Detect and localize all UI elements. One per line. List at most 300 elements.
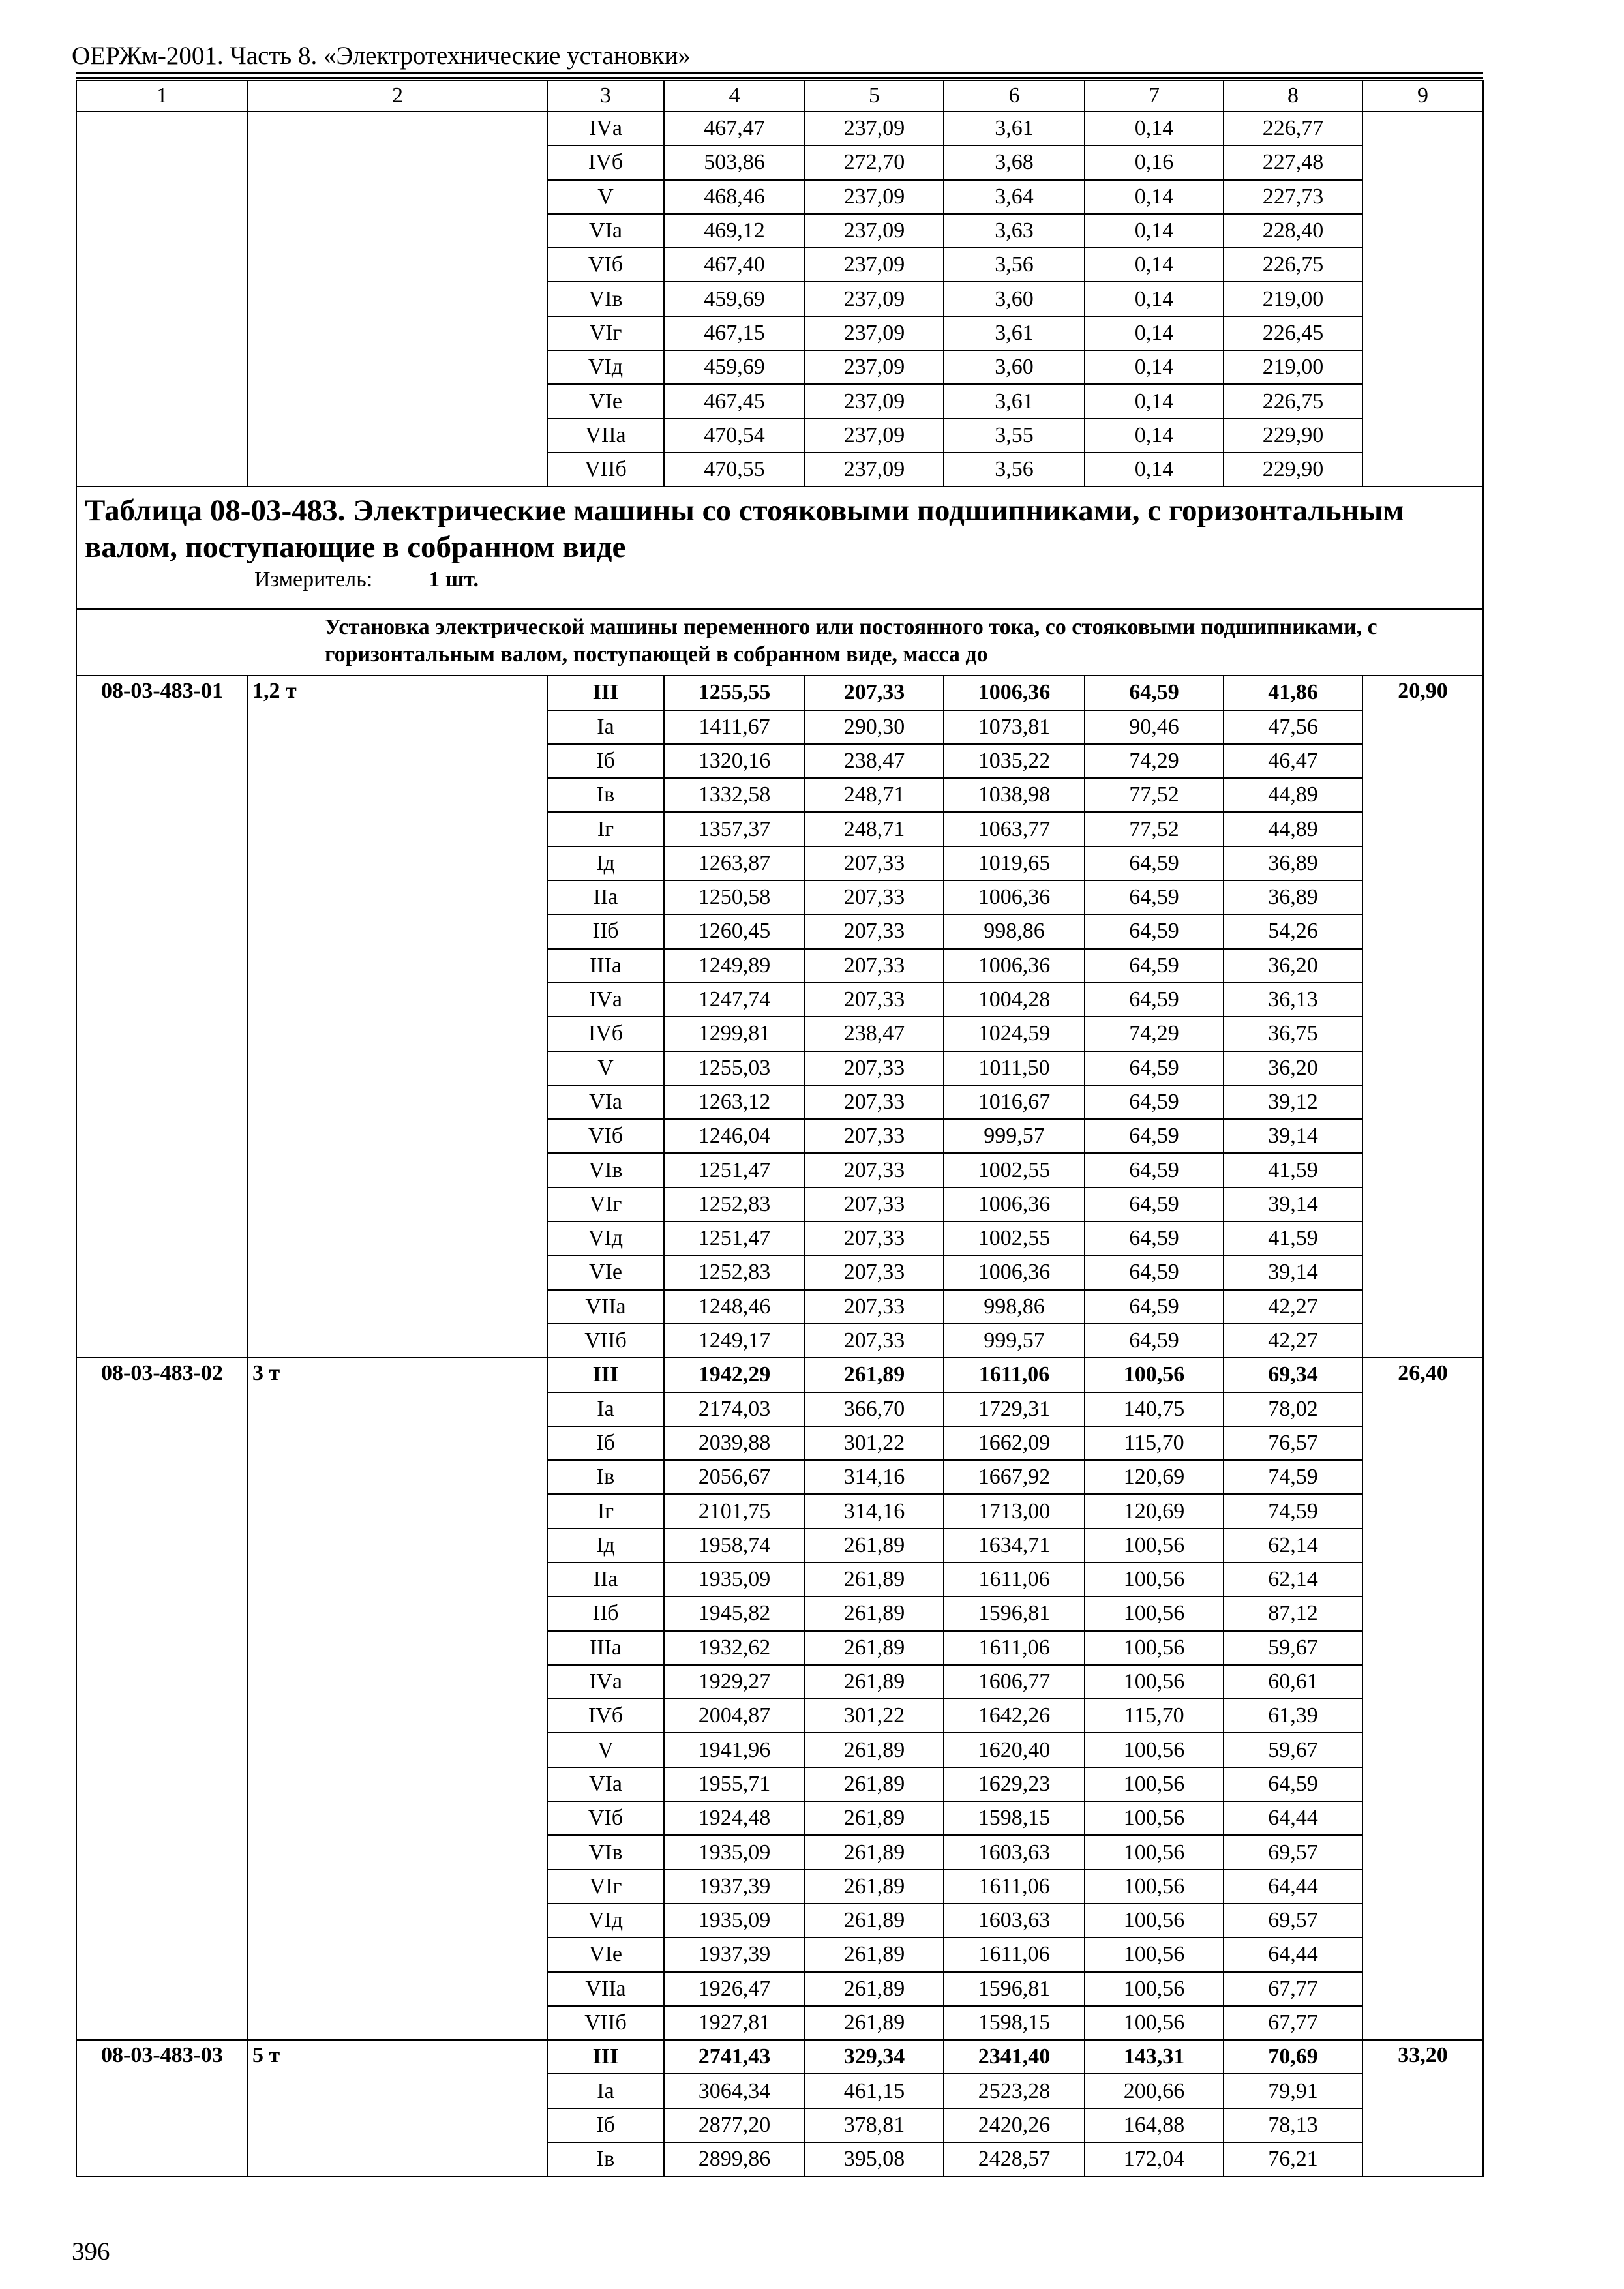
value-cell: 1357,37 (664, 812, 805, 846)
value-cell: 999,57 (944, 1324, 1085, 1358)
value-cell: 1942,29 (664, 1358, 805, 1392)
value-cell: 207,33 (805, 983, 944, 1017)
value-cell: 39,12 (1224, 1085, 1362, 1119)
value-cell: 1252,83 (664, 1255, 805, 1289)
value-cell: 1596,81 (944, 1972, 1085, 2006)
value-cell: VIб (547, 1119, 664, 1153)
measure-line (85, 565, 1476, 594)
value-cell: IVб (547, 145, 664, 179)
value-cell: 115,70 (1085, 1426, 1224, 1460)
code-cell-empty (76, 112, 248, 486)
value-cell: 140,75 (1085, 1392, 1224, 1426)
value-cell: VIIа (547, 1290, 664, 1324)
value-cell: 467,15 (664, 316, 805, 350)
value-cell: 3,68 (944, 145, 1085, 179)
value-cell: 1935,09 (664, 1835, 805, 1869)
value-cell: IIIа (547, 949, 664, 983)
value-cell: Iв (547, 2142, 664, 2176)
value-cell: 1937,39 (664, 1870, 805, 1904)
value-cell: 36,89 (1224, 880, 1362, 914)
value-cell: 1299,81 (664, 1017, 805, 1051)
value-cell: 207,33 (805, 1153, 944, 1187)
value-cell: 100,56 (1085, 1835, 1224, 1869)
value-cell: 999,57 (944, 1119, 1085, 1153)
value-cell: 1006,36 (944, 949, 1085, 983)
value-cell: 64,59 (1085, 914, 1224, 948)
value-cell: 237,09 (805, 316, 944, 350)
value-cell: 36,20 (1224, 949, 1362, 983)
value-cell: 64,59 (1085, 676, 1224, 710)
value-cell: 76,21 (1224, 2142, 1362, 2176)
value-cell: 237,09 (805, 384, 944, 418)
value-cell: 261,89 (805, 1358, 944, 1392)
value-cell: IIа (547, 1563, 664, 1596)
value-cell: 1063,77 (944, 812, 1085, 846)
value-cell: 1006,36 (944, 1188, 1085, 1221)
value-cell: 100,56 (1085, 1904, 1224, 1937)
value-cell: 1263,12 (664, 1085, 805, 1119)
page-header: ОЕРЖм-2001. Часть 8. «Электротехнические установки» (72, 42, 691, 70)
value-cell: 61,39 (1224, 1699, 1362, 1733)
value-cell: V (547, 1051, 664, 1085)
table-title: Таблица 08-03-483. Электрические машины со стояковыми подшипниками, с горизонтальным валом, поступающие в собранном виде (85, 494, 1404, 565)
value-cell: 468,46 (664, 180, 805, 214)
column-number: 8 (1224, 80, 1362, 112)
value-cell: 1263,87 (664, 846, 805, 880)
value-cell: 227,73 (1224, 180, 1362, 214)
value-cell: 1941,96 (664, 1733, 805, 1767)
value-cell: 1667,92 (944, 1460, 1085, 1494)
value-cell: 1927,81 (664, 2006, 805, 2040)
value-cell: 78,02 (1224, 1392, 1362, 1426)
value-cell: 64,59 (1085, 1290, 1224, 1324)
value-cell: 90,46 (1085, 710, 1224, 744)
value-cell: 207,33 (805, 880, 944, 914)
value-cell: VIв (547, 282, 664, 316)
value-cell: 1073,81 (944, 710, 1085, 744)
value-cell: 2004,87 (664, 1699, 805, 1733)
rate-code: 08-03-483-01 (76, 676, 248, 1358)
value-cell: 64,44 (1224, 1870, 1362, 1904)
value-cell: 41,59 (1224, 1221, 1362, 1255)
value-cell: VIд (547, 1221, 664, 1255)
value-cell: 172,04 (1085, 2142, 1224, 2176)
column-number: 1 (76, 80, 248, 112)
col9-cell-empty (1362, 112, 1483, 486)
page-number: 396 (72, 2237, 110, 2266)
value-cell: 46,47 (1224, 744, 1362, 778)
column-number: 7 (1085, 80, 1224, 112)
value-cell: 1611,06 (944, 1870, 1085, 1904)
value-cell: Iв (547, 1460, 664, 1494)
value-cell: 261,89 (805, 1801, 944, 1835)
value-cell: 261,89 (805, 1563, 944, 1596)
value-cell: 3,63 (944, 214, 1085, 248)
value-cell: 74,59 (1224, 1460, 1362, 1494)
value-cell: VIа (547, 1767, 664, 1801)
value-cell: 207,33 (805, 676, 944, 710)
value-cell: 1255,03 (664, 1051, 805, 1085)
value-cell: 1038,98 (944, 778, 1085, 812)
table-description: Установка электрической машины переменного или постоянного тока, со стояковыми подшипниками, с горизонтальным валом, поступающей в собранном виде, масса до (76, 609, 1483, 676)
value-cell: Iд (547, 846, 664, 880)
value-cell: 261,89 (805, 1665, 944, 1699)
mass-cell-empty (248, 112, 547, 486)
value-cell: 77,52 (1085, 778, 1224, 812)
value-cell: 100,56 (1085, 1358, 1224, 1392)
table-row (76, 112, 1483, 145)
column-number: 9 (1362, 80, 1483, 112)
value-cell: III (547, 676, 664, 710)
value-cell: V (547, 180, 664, 214)
value-cell: 1924,48 (664, 1801, 805, 1835)
value-cell: 36,75 (1224, 1017, 1362, 1051)
value-cell: 226,75 (1224, 248, 1362, 282)
value-cell: 2899,86 (664, 2142, 805, 2176)
value-cell: 200,66 (1085, 2074, 1224, 2108)
table-title-block (76, 486, 1483, 609)
value-cell: 998,86 (944, 914, 1085, 948)
value-cell: 2523,28 (944, 2074, 1085, 2108)
value-cell: 3,60 (944, 282, 1085, 316)
value-cell: 44,89 (1224, 778, 1362, 812)
value-cell: Iд (547, 1529, 664, 1563)
value-cell: 164,88 (1085, 2108, 1224, 2142)
value-cell: 1932,62 (664, 1631, 805, 1665)
table-row (76, 676, 1483, 710)
value-cell: 2056,67 (664, 1460, 805, 1494)
value-cell: 1006,36 (944, 1255, 1085, 1289)
value-cell: III (547, 1358, 664, 1392)
value-cell: IIа (547, 880, 664, 914)
value-cell: 0,14 (1085, 419, 1224, 453)
header-rule (76, 77, 1483, 79)
value-cell: 39,14 (1224, 1255, 1362, 1289)
value-cell: 238,47 (805, 1017, 944, 1051)
value-cell: 100,56 (1085, 1596, 1224, 1630)
value-cell: 64,59 (1085, 1153, 1224, 1187)
value-cell: 1260,45 (664, 914, 805, 948)
value-cell: 64,59 (1085, 1085, 1224, 1119)
value-cell: 100,56 (1085, 1767, 1224, 1801)
value-cell: 2420,26 (944, 2108, 1085, 2142)
value-cell: 248,71 (805, 778, 944, 812)
value-cell: 1620,40 (944, 1733, 1085, 1767)
rate-code: 08-03-483-03 (76, 2040, 248, 2176)
value-cell: 503,86 (664, 145, 805, 179)
value-cell: VIб (547, 1801, 664, 1835)
table-title-row (76, 486, 1483, 609)
value-cell: 1603,63 (944, 1835, 1085, 1869)
value-cell: 2039,88 (664, 1426, 805, 1460)
value-cell: III (547, 2040, 664, 2074)
value-cell: 3,61 (944, 112, 1085, 145)
value-cell: 0,14 (1085, 384, 1224, 418)
value-cell: 1255,55 (664, 676, 805, 710)
value-cell: IVб (547, 1699, 664, 1733)
value-cell: 64,59 (1085, 1255, 1224, 1289)
value-cell: 1006,36 (944, 880, 1085, 914)
value-cell: 237,09 (805, 180, 944, 214)
value-cell: 0,14 (1085, 112, 1224, 145)
value-cell: 0,14 (1085, 453, 1224, 486)
value-cell: 2101,75 (664, 1494, 805, 1528)
value-cell: 3,64 (944, 180, 1085, 214)
value-cell: Iб (547, 1426, 664, 1460)
value-cell: 261,89 (805, 1972, 944, 2006)
value-cell: 1729,31 (944, 1392, 1085, 1426)
value-cell: 226,75 (1224, 384, 1362, 418)
value-cell: 2877,20 (664, 2108, 805, 2142)
value-cell: 64,59 (1085, 1188, 1224, 1221)
value-cell: 1598,15 (944, 1801, 1085, 1835)
col9-value: 20,90 (1362, 676, 1483, 1358)
value-cell: IIб (547, 1596, 664, 1630)
value-cell: 1935,09 (664, 1904, 805, 1937)
value-cell: 120,69 (1085, 1460, 1224, 1494)
value-cell: VIIа (547, 419, 664, 453)
column-number: 2 (248, 80, 547, 112)
value-cell: 207,33 (805, 1119, 944, 1153)
value-cell: 42,27 (1224, 1324, 1362, 1358)
value-cell: 69,57 (1224, 1904, 1362, 1937)
value-cell: 74,29 (1085, 1017, 1224, 1051)
value-cell: 1596,81 (944, 1596, 1085, 1630)
value-cell: 36,20 (1224, 1051, 1362, 1085)
value-cell: 2741,43 (664, 2040, 805, 2074)
value-cell: 467,40 (664, 248, 805, 282)
value-cell: 459,69 (664, 350, 805, 384)
mass-limit: 5 т (248, 2040, 547, 2176)
value-cell: 64,59 (1085, 1221, 1224, 1255)
value-cell: 1603,63 (944, 1904, 1085, 1937)
value-cell: VIе (547, 1937, 664, 1971)
value-cell: 366,70 (805, 1392, 944, 1426)
value-cell: 1611,06 (944, 1937, 1085, 1971)
value-cell: 207,33 (805, 1324, 944, 1358)
value-cell: 1411,67 (664, 710, 805, 744)
value-cell: 1246,04 (664, 1119, 805, 1153)
value-cell: 3,60 (944, 350, 1085, 384)
value-cell: 248,71 (805, 812, 944, 846)
value-cell: 1634,71 (944, 1529, 1085, 1563)
value-cell: 261,89 (805, 1767, 944, 1801)
value-cell: VIг (547, 1870, 664, 1904)
value-cell: 1006,36 (944, 676, 1085, 710)
column-number: 5 (805, 80, 944, 112)
value-cell: 1662,09 (944, 1426, 1085, 1460)
value-cell: 36,13 (1224, 983, 1362, 1017)
value-cell: 237,09 (805, 248, 944, 282)
value-cell: 207,33 (805, 1085, 944, 1119)
value-cell: VIд (547, 350, 664, 384)
value-cell: VIв (547, 1153, 664, 1187)
value-cell: VIб (547, 248, 664, 282)
value-cell: 60,61 (1224, 1665, 1362, 1699)
value-cell: VIе (547, 1255, 664, 1289)
value-cell: 1002,55 (944, 1221, 1085, 1255)
value-cell: 237,09 (805, 350, 944, 384)
value-cell: 207,33 (805, 1221, 944, 1255)
value-cell: 44,89 (1224, 812, 1362, 846)
value-cell: 62,14 (1224, 1529, 1362, 1563)
value-cell: 301,22 (805, 1426, 944, 1460)
value-cell: VIе (547, 384, 664, 418)
value-cell: 1606,77 (944, 1665, 1085, 1699)
value-cell: Iг (547, 812, 664, 846)
value-cell: VIIб (547, 453, 664, 486)
value-cell: 1611,06 (944, 1358, 1085, 1392)
value-cell: 1016,67 (944, 1085, 1085, 1119)
value-cell: 207,33 (805, 1188, 944, 1221)
value-cell: 207,33 (805, 949, 944, 983)
value-cell: 0,14 (1085, 214, 1224, 248)
value-cell: 100,56 (1085, 1870, 1224, 1904)
value-cell: 207,33 (805, 1051, 944, 1085)
value-cell: 59,67 (1224, 1631, 1362, 1665)
value-cell: 0,14 (1085, 282, 1224, 316)
value-cell: 1598,15 (944, 2006, 1085, 2040)
value-cell: IIб (547, 914, 664, 948)
value-cell: 64,59 (1085, 1051, 1224, 1085)
value-cell: 227,48 (1224, 145, 1362, 179)
value-cell: 219,00 (1224, 282, 1362, 316)
value-cell: 1251,47 (664, 1153, 805, 1187)
value-cell: 39,14 (1224, 1188, 1362, 1221)
value-cell: 1955,71 (664, 1767, 805, 1801)
value-cell: 59,67 (1224, 1733, 1362, 1767)
value-cell: 229,90 (1224, 419, 1362, 453)
value-cell: 1011,50 (944, 1051, 1085, 1085)
value-cell: 67,77 (1224, 2006, 1362, 2040)
value-cell: 1249,17 (664, 1324, 805, 1358)
value-cell: 41,86 (1224, 676, 1362, 710)
value-cell: 1332,58 (664, 778, 805, 812)
value-cell: 228,40 (1224, 214, 1362, 248)
value-cell: VIв (547, 1835, 664, 1869)
value-cell: 329,34 (805, 2040, 944, 2074)
value-cell: 115,70 (1085, 1699, 1224, 1733)
value-cell: 64,59 (1085, 1324, 1224, 1358)
value-cell: IVб (547, 1017, 664, 1051)
value-cell: 64,59 (1085, 949, 1224, 983)
measure-value: 1 шт. (429, 567, 479, 592)
value-cell: 41,59 (1224, 1153, 1362, 1187)
value-cell: 2341,40 (944, 2040, 1085, 2074)
value-cell: 1024,59 (944, 1017, 1085, 1051)
value-cell: V (547, 1733, 664, 1767)
value-cell: Iв (547, 778, 664, 812)
value-cell: 459,69 (664, 282, 805, 316)
value-cell: 100,56 (1085, 1937, 1224, 1971)
value-cell: VIг (547, 316, 664, 350)
value-cell: 64,44 (1224, 1801, 1362, 1835)
value-cell: 1629,23 (944, 1767, 1085, 1801)
value-cell: 261,89 (805, 1733, 944, 1767)
value-cell: Iа (547, 710, 664, 744)
value-cell: 3064,34 (664, 2074, 805, 2108)
value-cell: VIIб (547, 2006, 664, 2040)
value-cell: 47,56 (1224, 710, 1362, 744)
value-cell: 67,77 (1224, 1972, 1362, 2006)
value-cell: 1929,27 (664, 1665, 805, 1699)
value-cell: VIIа (547, 1972, 664, 2006)
value-cell: 1935,09 (664, 1563, 805, 1596)
value-cell: 39,14 (1224, 1119, 1362, 1153)
value-cell: 100,56 (1085, 1563, 1224, 1596)
value-cell: 1035,22 (944, 744, 1085, 778)
value-cell: 100,56 (1085, 1631, 1224, 1665)
value-cell: 0,14 (1085, 248, 1224, 282)
value-cell: 261,89 (805, 1870, 944, 1904)
value-cell: 120,69 (1085, 1494, 1224, 1528)
value-cell: 64,59 (1085, 880, 1224, 914)
value-cell: 100,56 (1085, 1733, 1224, 1767)
value-cell: 1945,82 (664, 1596, 805, 1630)
value-cell: 1958,74 (664, 1529, 805, 1563)
value-cell: Iа (547, 1392, 664, 1426)
value-cell: 226,45 (1224, 316, 1362, 350)
value-cell: Iб (547, 2108, 664, 2142)
value-cell: 100,56 (1085, 1665, 1224, 1699)
value-cell: 301,22 (805, 1699, 944, 1733)
value-cell: 395,08 (805, 2142, 944, 2176)
value-cell: 261,89 (805, 1937, 944, 1971)
value-cell: 261,89 (805, 1904, 944, 1937)
value-cell: 0,14 (1085, 316, 1224, 350)
value-cell: 219,00 (1224, 350, 1362, 384)
col9-value: 33,20 (1362, 2040, 1483, 2176)
value-cell: IVа (547, 1665, 664, 1699)
value-cell: 1248,46 (664, 1290, 805, 1324)
value-cell: 314,16 (805, 1460, 944, 1494)
value-cell: 1004,28 (944, 983, 1085, 1017)
value-cell: 3,56 (944, 248, 1085, 282)
value-cell: 470,54 (664, 419, 805, 453)
value-cell: 69,34 (1224, 1358, 1362, 1392)
value-cell: VIд (547, 1904, 664, 1937)
value-cell: 378,81 (805, 2108, 944, 2142)
value-cell: 143,31 (1085, 2040, 1224, 2074)
value-cell: 3,56 (944, 453, 1085, 486)
value-cell: 3,55 (944, 419, 1085, 453)
value-cell: IVа (547, 983, 664, 1017)
value-cell: 77,52 (1085, 812, 1224, 846)
value-cell: Iг (547, 1494, 664, 1528)
value-cell: 69,57 (1224, 1835, 1362, 1869)
column-number: 3 (547, 80, 664, 112)
value-cell: 100,56 (1085, 1801, 1224, 1835)
value-cell: 226,77 (1224, 112, 1362, 145)
header-rule (76, 72, 1483, 74)
value-cell: VIг (547, 1188, 664, 1221)
value-cell: 1320,16 (664, 744, 805, 778)
value-cell: 1250,58 (664, 880, 805, 914)
value-cell: 238,47 (805, 744, 944, 778)
value-cell: 3,61 (944, 384, 1085, 418)
value-cell: 469,12 (664, 214, 805, 248)
value-cell: 1247,74 (664, 983, 805, 1017)
value-cell: 74,59 (1224, 1494, 1362, 1528)
mass-limit: 3 т (248, 1358, 547, 2040)
value-cell: 229,90 (1224, 453, 1362, 486)
value-cell: 64,59 (1085, 1119, 1224, 1153)
value-cell: 62,14 (1224, 1563, 1362, 1596)
value-cell: 207,33 (805, 914, 944, 948)
value-cell: 237,09 (805, 214, 944, 248)
value-cell: 1611,06 (944, 1631, 1085, 1665)
value-cell: 261,89 (805, 1631, 944, 1665)
